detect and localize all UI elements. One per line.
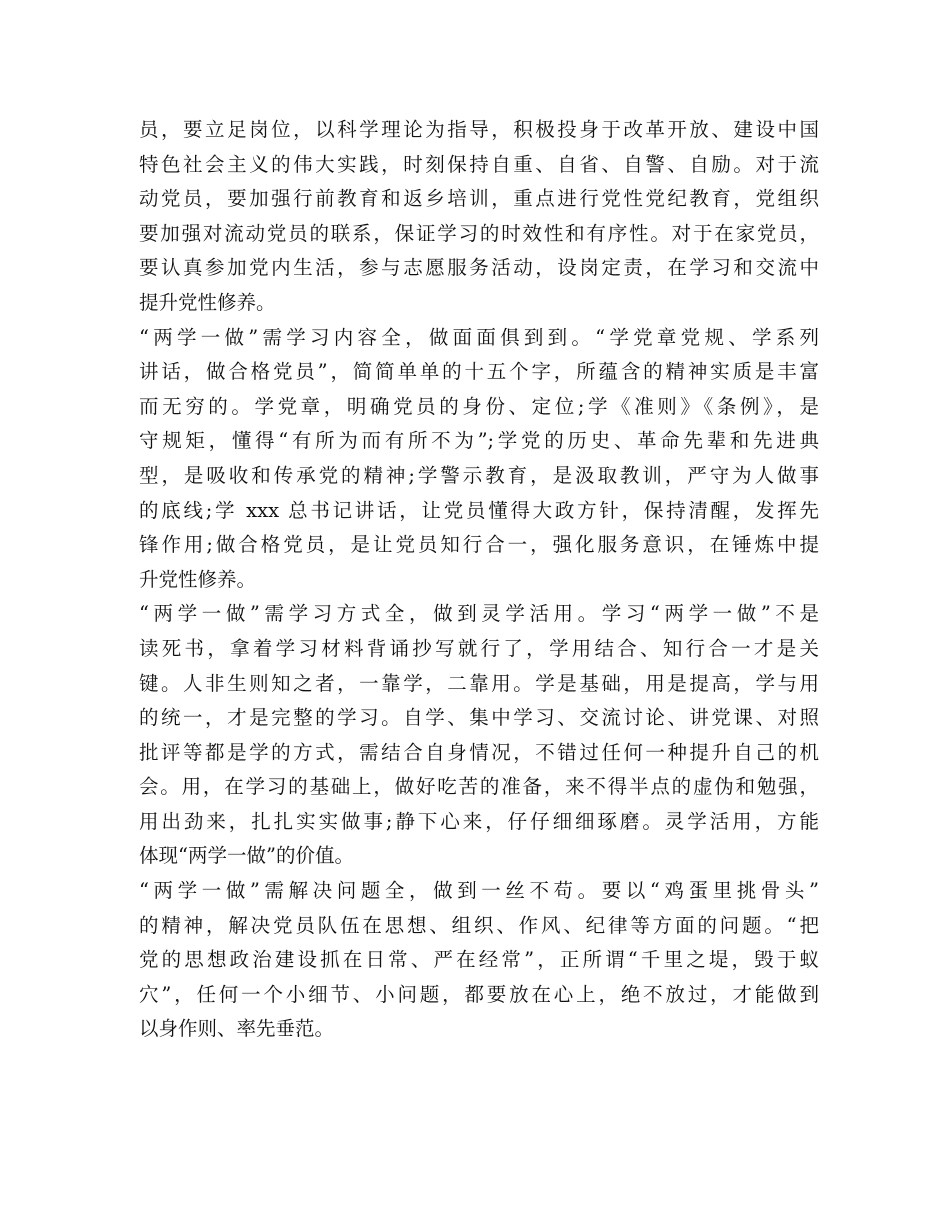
text-line: 的统一，才是完整的学习。自学、集中学习、交流讨论、讲党课、对照 xyxy=(139,706,819,730)
body-text xyxy=(139,113,819,1047)
text-line: 的精神，解决党员队伍在思想、组织、作风、纪律等方面的问题。“把 xyxy=(139,913,819,937)
text-line: 以身作则、率先垂范。 xyxy=(139,1017,335,1041)
text-line: 提升党性修养。 xyxy=(139,290,276,314)
text-line: 型，是吸收和传承党的精神;学警示教育，是汲取教训，严守为人做事 xyxy=(139,463,819,487)
text-line: 会。用，在学习的基础上，做好吃苦的准备，来不得半点的虚伪和勉强， xyxy=(139,775,819,799)
text-line: 读死书，拿着学习材料背诵抄写就行了，学用结合、知行合一才是关 xyxy=(139,636,819,660)
text-line: “两学一做”需学习方式全，做到灵学活用。学习“两学一做”不是 xyxy=(139,602,819,626)
text-line: 动党员，要加强行前教育和返乡培训，重点进行党性党纪教育，党组织 xyxy=(139,187,819,211)
text-line: 讲话，做合格党员”，简简单单的十五个字，所蕴含的精神实质是丰富 xyxy=(139,360,819,384)
text-line: 守规矩，懂得“有所为而有所不为”;学党的历史、革命先辈和先进典 xyxy=(139,429,819,453)
text-line: “两学一做”需解决问题全，做到一丝不苟。要以“鸡蛋里挑骨头” xyxy=(139,879,819,903)
text-line: 升党性修养。 xyxy=(139,567,257,591)
text-line: 键。人非生则知之者，一靠学，二靠用。学是基础，用是提高，学与用 xyxy=(139,671,819,695)
text-line: 党的思想政治建设抓在日常、严在经常”，正所谓“千里之堤，毁于蚁 xyxy=(139,948,819,972)
text-line: 批评等都是学的方式，需结合自身情况，不错过任何一种提升自己的机 xyxy=(139,740,819,764)
text-line: “两学一做”需学习内容全，做面面俱到到。“学党章党规、学系列 xyxy=(139,325,819,349)
text-line: 穴”，任何一个小细节、小问题，都要放在心上，绝不放过，才能做到 xyxy=(139,982,819,1006)
text-line: 的底线;学 xxx 总书记讲话，让党员懂得大政方针，保持清醒，发挥先 xyxy=(139,498,819,522)
text-line: 要认真参加党内生活，参与志愿服务活动，设岗定责，在学习和交流中 xyxy=(139,256,819,280)
text-line: 锋作用;做合格党员，是让党员知行合一，强化服务意识，在锤炼中提 xyxy=(139,533,819,557)
text-line: 员，要立足岗位，以科学理论为指导，积极投身于改革开放、建设中国 xyxy=(139,118,819,141)
text-line: 要加强对流动党员的联系，保证学习的时效性和有序性。对于在家党员， xyxy=(139,221,819,245)
text-line: 而无穷的。学党章，明确党员的身份、定位;学《准则》《条例》，是 xyxy=(139,394,819,418)
text-line: 用出劲来，扎扎实实做事;静下心来，仔仔细细琢磨。灵学活用，方能 xyxy=(139,809,819,833)
text-line: 体现“两学一做”的价值。 xyxy=(139,844,354,868)
text-line: 特色社会主义的伟大实践，时刻保持自重、自省、自警、自励。对于流 xyxy=(139,152,819,176)
